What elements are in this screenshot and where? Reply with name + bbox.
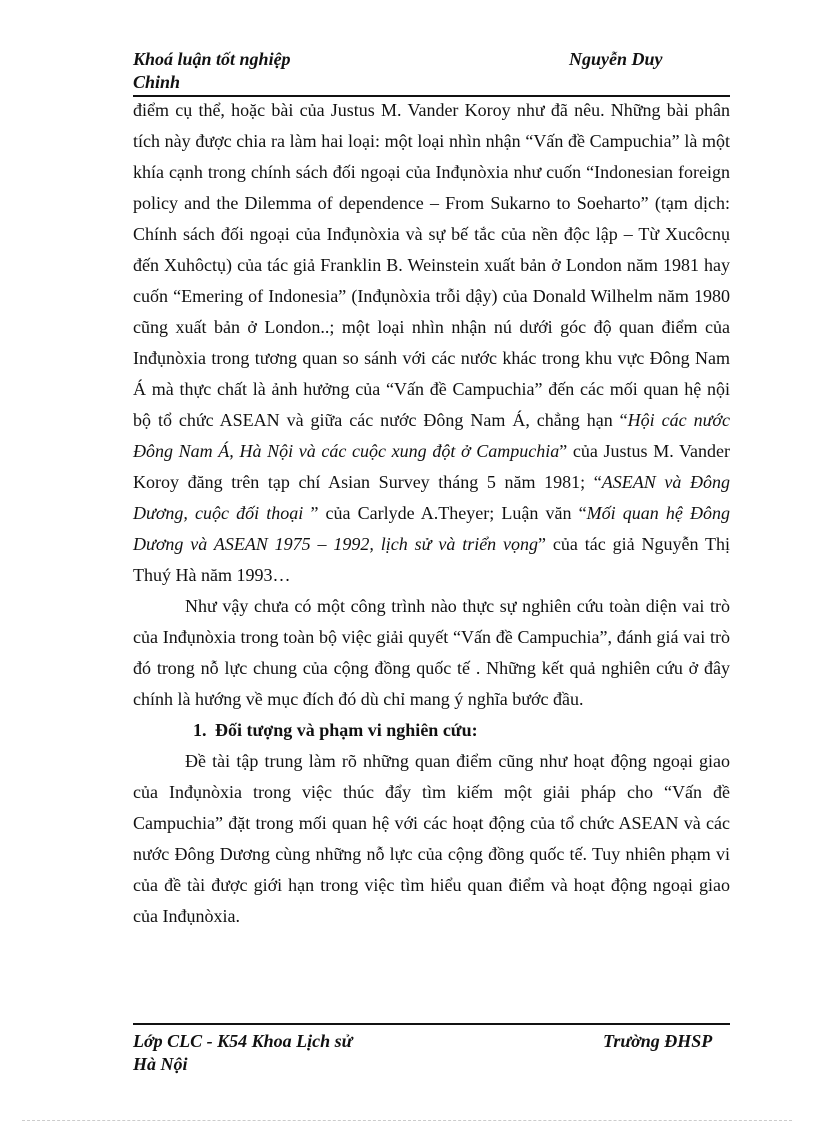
text-run: ” của tác giả Nguyễn Thị Thuý Hà năm 1993… xyxy=(133,534,730,585)
section-number: 1. xyxy=(193,720,207,740)
text-run: điểm cụ thể, hoặc bài của Justus M. Vander Koroy như đã nêu. Những bài phân tích này được chia ra làm hai loại: một loại nhìn nhận “Vấn đề Campuchia” là một khía cạnh trong chính sách đối ngoại của Inđụnòxia như cuốn “Indonesian foreign policy and the Dilemma of dependence – From Sukarno to Soeharto” (tạm dịch: Chính sách đối ngoại của Inđụnòxia và sự bế tắc của nền độc lập – Từ Xucôcnụ đến Xuhôctụ) của tác giả Franklin B. Weinstein xuất bản ở London năm 1981 hay cuốn “Emering of Indonesia” (Inđụnòxia trỗi dậy) của Donald Wilhelm năm 1980 cũng xuất bản ở London..; một loại nhìn nhận nú dưới góc độ quan điểm của Inđụnòxia trong tương quan so sánh với các nước khác trong khu vực Đông Nam Á mà thực chất là ảnh hưởng của “Vấn đề Campuchia” đến các mối quan hệ nội bộ tổ chức ASEAN và giữa các nước Đông Nam Á, chẳng hạn “ xyxy=(133,100,730,430)
footer-university: Trường ĐHSP xyxy=(603,1031,713,1051)
footer-city: Hà Nội xyxy=(133,1054,188,1074)
footer-class: Lớp CLC - K54 Khoa Lịch sử xyxy=(133,1031,353,1051)
section-heading xyxy=(133,715,730,746)
header-thesis-title: Khoá luận tốt nghiệp xyxy=(133,49,291,69)
section-title: Đối tượng và phạm vi nghiên cứu: xyxy=(215,720,478,740)
text-run: ” của Justus M. Vander Koroy đăng trên tạp chí Asian Survey tháng 5 năm 1981; “ xyxy=(133,441,731,492)
text-run: ” của Carlyde A.Theyer; Luận văn “ xyxy=(310,503,587,523)
header-author: Nguyễn Duy xyxy=(569,49,663,69)
paragraph-research-gap: Như vậy chưa có một công trình nào thực sự nghiên cứu toàn diện vai trò của Inđụnòxia trong toàn bộ việc giải quyết “Vấn đề Campuchia”, đánh giá vai trò đó trong nỗ lực chung của cộng đồng quốc tế . Những kết quả nghiên cứu ở đây chính là hướng về mục đích đó dù chỉ mang ý nghĩa bước đầu. xyxy=(133,596,730,709)
footer-rule xyxy=(133,1023,730,1025)
page-boundary xyxy=(22,1120,792,1121)
paragraph-literature-review xyxy=(133,95,730,591)
italic-title: ASEAN và Đông Dương, cuộc đối thoại xyxy=(133,472,730,523)
italic-title: Hội các nước Đông Nam Á, Hà Nội và các cuộc xung đột ở Campuchia xyxy=(133,410,730,461)
page-body xyxy=(133,95,730,932)
paragraph-scope: Đề tài tập trung làm rõ những quan điểm cũng như hoạt động ngoại giao của Inđụnòxia trong việc thúc đẩy tìm kiếm một giải pháp cho “Vấn đề Campuchia” đặt trong mối quan hệ với các hoạt động của tổ chức ASEAN và các nước Đông Dương cùng những nỗ lực của cộng đồng quốc tế. Tuy nhiên phạm vi của đề tài được giới hạn trong việc tìm hiểu quan điểm và hoạt động ngoại giao của Inđụnòxia. xyxy=(133,751,730,926)
header-author-continued: Chinh xyxy=(133,72,181,92)
italic-title: Mối quan hệ Đông Dương và ASEAN 1975 – 1992, lịch sử và triển vọng xyxy=(133,503,731,554)
